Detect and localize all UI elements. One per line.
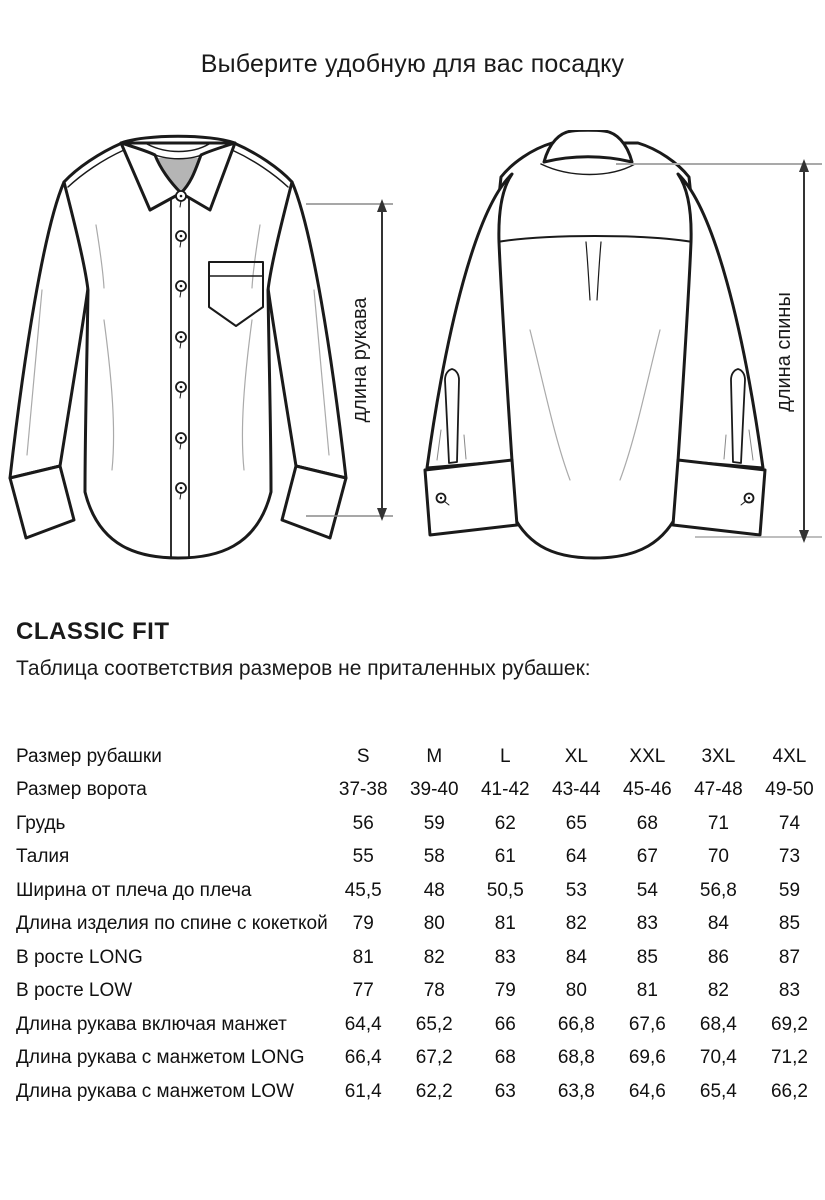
size-cell: 83: [636, 913, 658, 935]
size-cell: 53: [565, 879, 587, 901]
row-label: Длина рукава с манжетом LONG: [16, 1047, 305, 1069]
row-label: Длина рукава с манжетом LOW: [16, 1080, 295, 1102]
row-label: Длина рукава включая манжет: [16, 1013, 287, 1035]
size-cell: 68: [636, 812, 658, 834]
front-body: [64, 143, 292, 558]
page-title: Выберите удобную для вас посадку: [200, 50, 625, 78]
table-row: [16, 1042, 825, 1076]
size-cell: 79: [494, 980, 516, 1002]
size-cell: 66,8: [557, 1013, 595, 1035]
row-label: Размер рубашки: [16, 745, 162, 767]
size-cell: 47-48: [694, 779, 743, 801]
size-cell: 81: [352, 946, 374, 968]
size-cell: 83: [778, 980, 801, 1002]
size-cell: 69,2: [770, 1013, 808, 1035]
table-row: [16, 1075, 825, 1109]
size-cell: 63,8: [557, 1080, 595, 1102]
table-row: [16, 908, 825, 942]
row-label: В росте LOW: [16, 980, 133, 1002]
size-cell: 86: [707, 946, 729, 968]
size-cell: 71: [707, 812, 729, 834]
table-row: [16, 975, 825, 1009]
size-cell: 58: [423, 846, 445, 868]
size-cell: 81: [494, 913, 516, 935]
size-cell: 54: [636, 879, 658, 901]
size-cell: 43-44: [552, 779, 601, 801]
table-row: [16, 740, 825, 774]
back-length-label: длина спины: [773, 292, 795, 412]
size-cell: L: [500, 745, 511, 767]
size-cell: M: [426, 745, 443, 767]
size-cell: 70,4: [699, 1047, 737, 1069]
size-cell: 65,4: [699, 1080, 737, 1102]
row-label: Грудь: [16, 812, 66, 834]
size-cell: 50,5: [486, 879, 524, 901]
section-subtitle: Таблица соответствия размеров не приталенных рубашек:: [16, 657, 591, 680]
size-cell: 67,6: [628, 1013, 666, 1035]
shirt-diagram-svg: [0, 130, 825, 580]
size-cell: 70: [707, 846, 729, 868]
size-cell: 73: [778, 846, 801, 868]
size-cell: 37-38: [338, 779, 388, 801]
size-cell: 68,4: [699, 1013, 737, 1035]
size-cell: 49-50: [765, 779, 814, 801]
table-row: [16, 1008, 825, 1042]
size-cell: 87: [778, 946, 801, 968]
size-cell: 71,2: [770, 1047, 808, 1069]
row-label: Длина изделия по спине с кокеткой: [16, 913, 328, 935]
table-row: [16, 841, 825, 875]
row-label: В росте LONG: [16, 946, 143, 968]
size-cell: 59: [423, 812, 445, 834]
size-cell: 4XL: [772, 745, 807, 767]
table-row: [16, 807, 825, 841]
size-cell: 62: [494, 812, 516, 834]
size-cell: XXL: [629, 745, 666, 767]
section-heading: CLASSIC FIT: [16, 618, 170, 645]
size-cell: 64,4: [344, 1013, 382, 1035]
size-cell: 78: [423, 980, 445, 1002]
size-cell: 62,2: [415, 1080, 453, 1102]
row-label: Талия: [16, 846, 70, 868]
size-cell: 79: [352, 913, 374, 935]
size-cell: S: [356, 745, 370, 767]
size-cell: XL: [564, 745, 588, 767]
size-cell: 83: [494, 946, 516, 968]
size-cell: 66,4: [344, 1047, 382, 1069]
size-table-body: [16, 740, 825, 1109]
size-cell: 67: [636, 846, 658, 868]
size-cell: 67,2: [415, 1047, 453, 1069]
size-cell: 64,6: [628, 1080, 666, 1102]
size-cell: 80: [423, 913, 445, 935]
size-table: [16, 740, 825, 1109]
size-cell: 63: [494, 1080, 516, 1102]
back-body: [497, 143, 694, 558]
size-cell: 68: [494, 1047, 516, 1069]
size-cell: 77: [352, 980, 374, 1002]
back-collar: [544, 130, 632, 162]
size-cell: 82: [423, 946, 445, 968]
size-cell: 41-42: [480, 779, 530, 801]
size-cell: 64: [565, 846, 587, 868]
size-cell: 56,8: [699, 879, 737, 901]
sleeve-length-label: длина рукава: [349, 297, 371, 423]
front-shirt-drawing: [10, 136, 346, 558]
shirt-diagrams: [0, 130, 825, 580]
size-cell: 66,2: [770, 1080, 808, 1102]
size-cell: 61: [494, 846, 516, 868]
row-label: Размер ворота: [16, 779, 147, 801]
size-cell: 68,8: [557, 1047, 595, 1069]
size-cell: 84: [565, 946, 587, 968]
table-row: [16, 874, 825, 908]
size-cell: 81: [636, 980, 658, 1002]
size-cell: 85: [778, 913, 801, 935]
front-left-cuff: [10, 466, 74, 538]
table-row: [16, 941, 825, 975]
size-cell: 82: [565, 913, 587, 935]
size-cell: 39-40: [409, 779, 459, 801]
size-cell: 82: [707, 980, 729, 1002]
size-cell: 61,4: [344, 1080, 382, 1102]
front-right-cuff: [282, 466, 346, 538]
size-cell: 80: [565, 980, 587, 1002]
size-cell: 65,2: [415, 1013, 453, 1035]
size-cell: 48: [423, 879, 445, 901]
size-cell: 59: [778, 879, 801, 901]
row-label: Ширина от плеча до плеча: [16, 879, 252, 901]
back-shirt-drawing: [425, 130, 765, 558]
size-cell: 56: [352, 812, 374, 834]
table-row: [16, 774, 825, 808]
size-cell: 65: [565, 812, 587, 834]
size-cell: 45,5: [344, 879, 382, 901]
size-cell: 66: [494, 1013, 516, 1035]
size-cell: 69,6: [628, 1047, 666, 1069]
size-cell: 85: [636, 946, 658, 968]
size-cell: 3XL: [701, 745, 736, 767]
size-cell: 45-46: [623, 779, 672, 801]
size-cell: 74: [778, 812, 801, 834]
size-cell: 55: [352, 846, 374, 868]
size-cell: 84: [707, 913, 729, 935]
